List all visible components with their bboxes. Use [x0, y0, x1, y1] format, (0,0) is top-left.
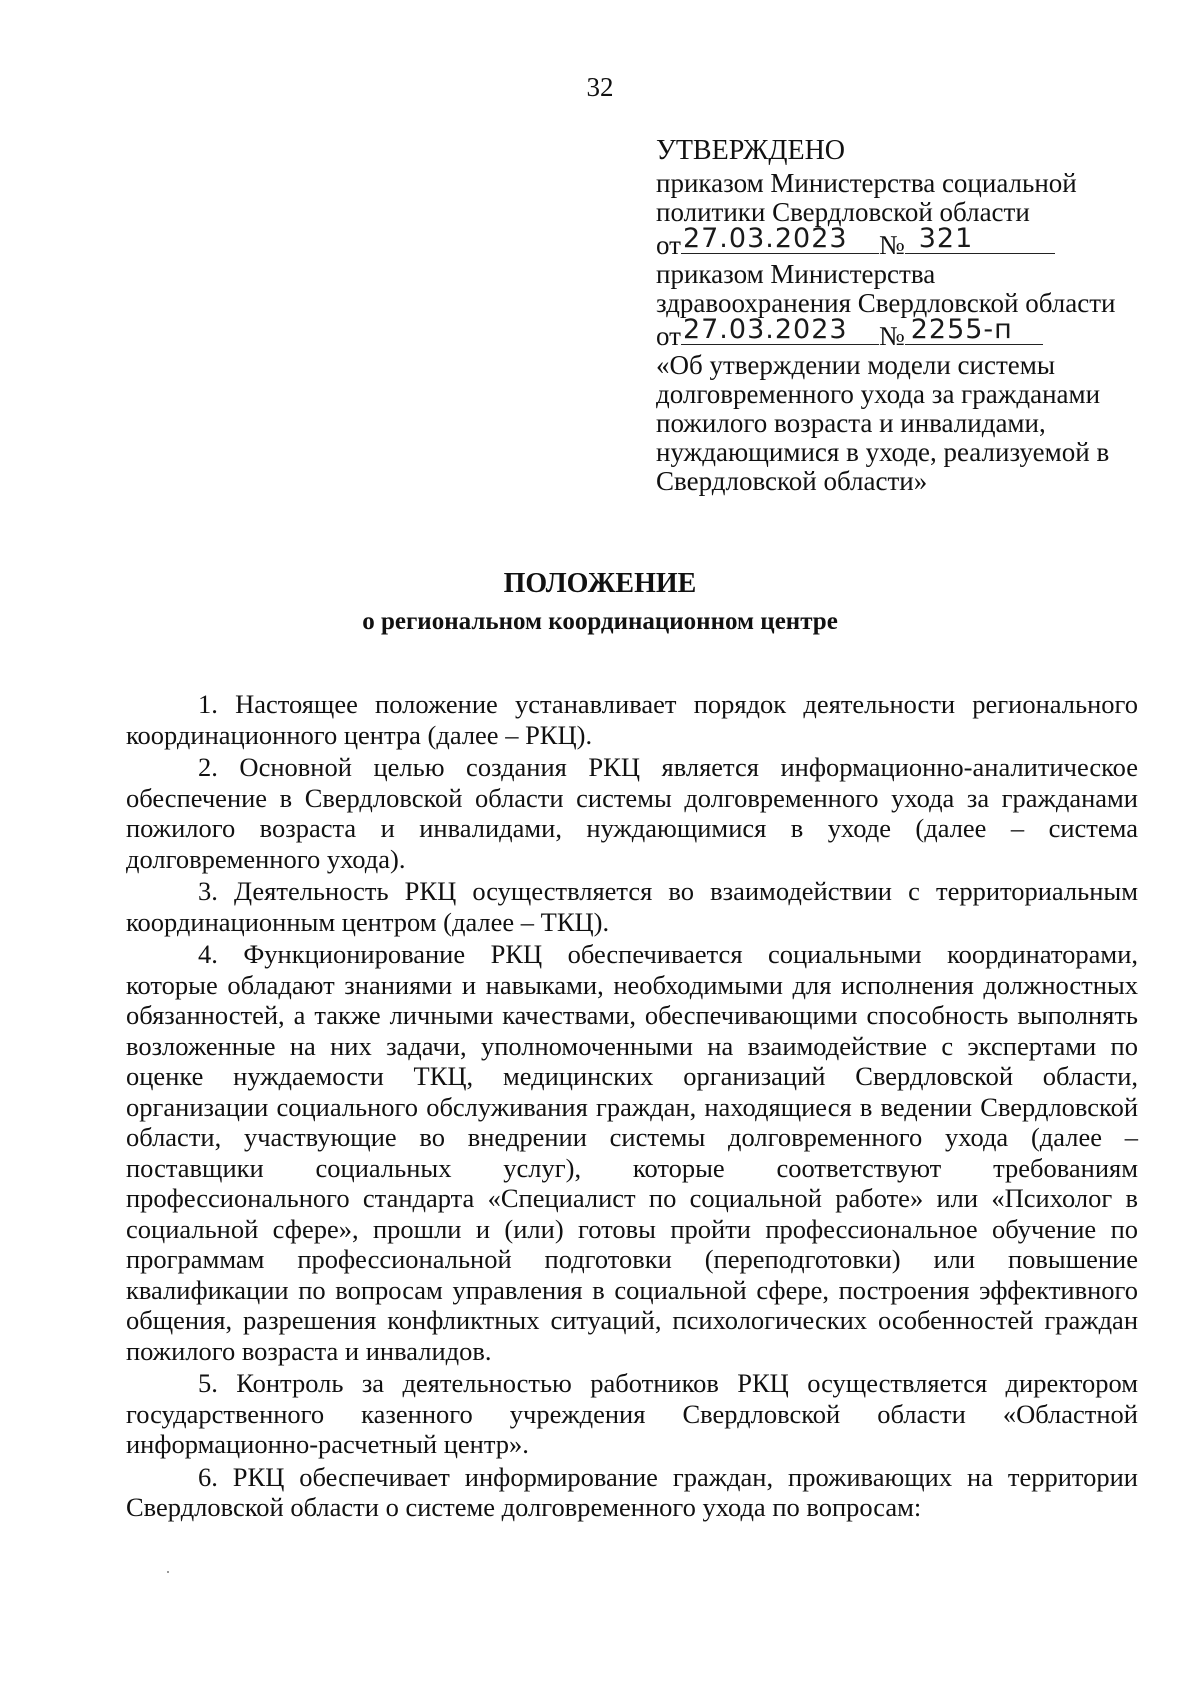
- order-subject-line: пожилого возраста и инвалидами,: [656, 408, 1046, 438]
- order2-number-label: №: [878, 321, 905, 351]
- scan-speck: [167, 1571, 169, 1573]
- order2-line1: приказом Министерства: [656, 259, 936, 289]
- paragraph-5: 5. Контроль за деятельностью работников РКЦ осуществляется директором государственного казенного учреждения Свердловской области «Областной информационно-расчетный центр».: [126, 1368, 1138, 1459]
- paragraph-2: 2. Основной целью создания РКЦ является информационно-аналитическое обеспечение в Свердловской области системы долговременного ухода за гражданами пожилого возраста и инвалидами, нуждающимися в уходе (далее – система долговременного ухода).: [126, 752, 1138, 874]
- order1-number-handwritten: 321: [918, 223, 974, 254]
- document-title-block: [0, 567, 1200, 639]
- order2-number-handwritten: 2255-п: [910, 314, 1013, 345]
- order1-number-label: №: [878, 230, 905, 260]
- order1-from-label: от: [656, 230, 681, 260]
- order1-line1: приказом Министерства социальной: [656, 168, 1077, 198]
- paragraph-1: 1. Настоящее положение устанавливает порядок деятельности регионального координационного центра (далее – РКЦ).: [126, 689, 1138, 750]
- order1-date-number-line: [656, 223, 1126, 260]
- order-subject-line: нуждающимися в уходе, реализуемой в: [656, 437, 1110, 467]
- document-subtitle: о региональном координационном центре: [362, 608, 838, 635]
- order1-line2: политики Свердловской области: [656, 197, 1030, 227]
- order-subject-line: «Об утверждении модели системы: [656, 350, 1055, 380]
- approved-heading: УТВЕРЖДЕНО: [656, 135, 846, 166]
- order2-date-number-line: [656, 314, 1126, 351]
- order-subject-line: долговременного ухода за гражданами: [656, 379, 1101, 409]
- approval-stamp-block: [656, 136, 1126, 496]
- order1-date-field: [681, 223, 879, 254]
- document-title: ПОЛОЖЕНИЕ: [503, 568, 697, 599]
- order2-date-handwritten: 27.03.2023: [682, 314, 848, 345]
- order2-number-field: [905, 314, 1043, 345]
- order2-date-field: [681, 314, 879, 345]
- paragraph-4: 4. Функционирование РКЦ обеспечивается социальными координаторами, которые обладают знаниями и навыками, необходимыми для исполнения должностных обязанностей, а также личными качествами, обеспечивающими способность выполнять возложенные на них задачи, уполномоченными на взаимодействие с экспертами по оценке нуждаемости ТКЦ, медицинских организаций Свердловской области, организации социального обслуживания граждан, находящиеся в ведении Свердловской области, участвующие во внедрении системы долговременного ухода (далее – поставщики социальных услуг), которые соответствуют требованиям профессионального стандарта «Специалист по социальной работе» или «Психолог в социальной сфере», прошли и (или) готовы пройти профессиональное обучение по программам профессиональной подготовки (переподготовки) или повышение квалификации по вопросам управления в социальной сфере, построения эффективного общения, разрешения конфликтных ситуаций, психологических особенностей граждан пожилого возраста и инвалидов.: [126, 939, 1138, 1366]
- order1-number-field: [905, 223, 1055, 254]
- paragraph-6: 6. РКЦ обеспечивает информирование граждан, проживающих на территории Свердловской области о системе долговременного ухода по вопросам:: [126, 1461, 1138, 1522]
- page-number: 32: [586, 72, 614, 102]
- paragraph-3: 3. Деятельность РКЦ осуществляется во взаимодействии с территориальным координационным центром (далее – ТКЦ).: [126, 876, 1138, 937]
- document-body: [126, 689, 1138, 1523]
- order1-date-handwritten: 27.03.2023: [682, 223, 848, 254]
- order2-line2: здравоохранения Свердловской области: [656, 288, 1116, 318]
- order-subject-line: Свердловской области»: [656, 466, 928, 496]
- order2-from-label: от: [656, 321, 681, 351]
